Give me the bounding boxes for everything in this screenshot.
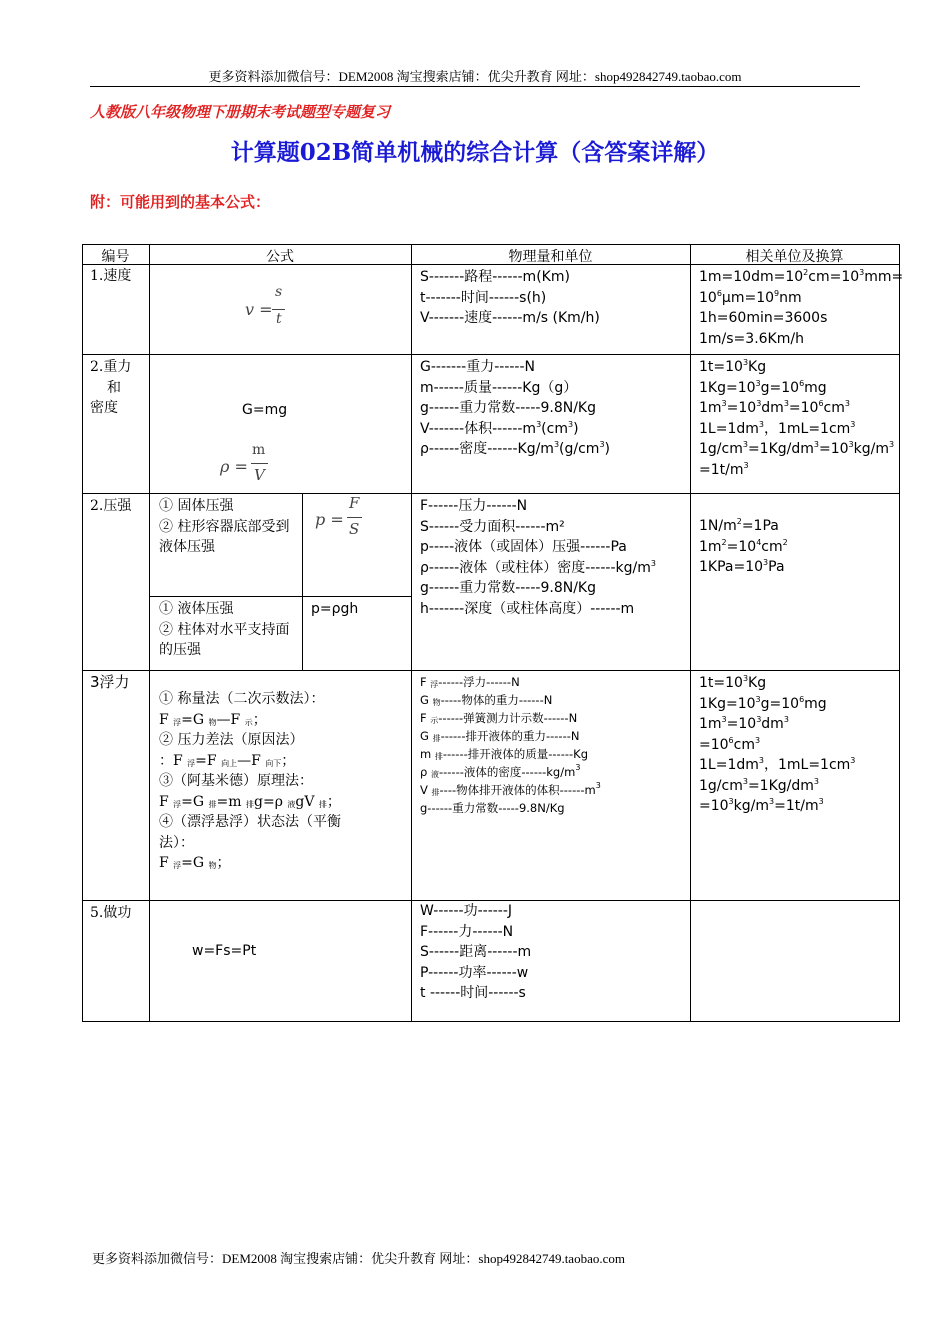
line: g------重力常数-----9.8N/Kg [420,400,596,416]
line: W------功------J [420,903,513,919]
formula-denominator: V [254,466,265,484]
row-label-line: 密度 [90,400,118,416]
line: h-------深度（或柱体高度）------m [420,600,635,617]
line: S------距离------m [420,944,532,960]
line: ③（阿基米德）原理法： [159,773,313,789]
row-label-gravity [90,357,146,419]
line: g------重力常数-----9.8N/Kg [420,580,596,596]
line: G $_物$-----物体的重力------N [420,693,553,707]
line: G $_排$------排开液体的重力------N [420,729,580,743]
buoyancy-units [699,673,899,817]
line: $1t=10^3Kg$ [699,358,767,375]
line: G-------重力------N [420,359,535,375]
formula-denominator: t [276,311,282,327]
line: $1m^3=10^3dm^3$ [699,715,789,732]
line: $1KPa=10^3Pa$ [699,558,785,575]
pressure-case-1 [159,496,299,558]
pressure-formula [315,496,375,542]
liquid-pressure-formula: p=ρgh [311,601,359,617]
pressure-quantities [420,496,660,619]
line: F $_浮$=G $_物$—F $_示$； [159,711,267,728]
line: $=10^3kg/m^3=1t/m^3$ [699,797,824,814]
line: $1N/m^2=1Pa$ [699,517,779,534]
line: F $_浮$------浮力------N [420,675,520,689]
row-divider [82,670,900,671]
gravity-units [699,357,899,480]
formula-lhs: ρ = [220,457,248,476]
line: g------重力常数-----9.8N/Kg [420,801,565,815]
formula-lhs: p = [315,510,344,529]
table-border-right [899,244,900,1022]
line: ρ $_液$------液体的密度$------kg/m^3$ [420,763,581,779]
line: S-------路程------m(Km) [420,269,570,285]
line: F------压力------N [420,498,528,514]
row-label-pressure: 2.压强 [90,498,132,514]
line: V $_排$----物体排开液体的体积$------m^3$ [420,781,601,797]
line: V-------速度------m/s (Km/h) [420,310,600,326]
row-divider [82,493,900,494]
line: F $_浮$=G $_排$=m $_排$g=ρ $_液$gV $_排$； [159,793,341,810]
page-footer: 更多资料添加微信号：DEM2008 淘宝搜索店铺：优尖升教育 网址：shop492842749.taobao.com [92,1251,625,1266]
line: ρ------液体（或柱体）密度$------kg/m^3$ [420,558,656,576]
density-formula [220,444,280,490]
header-quantities: 物理量和单位 [508,249,593,265]
column-divider [302,493,303,670]
subtitle: 人教版八年级物理下册期末考试题型专题复习 [90,103,391,121]
table-border-top [82,244,900,245]
line: 法）： [159,834,194,851]
formula-denominator: S [349,520,360,538]
buoyancy-methods [159,689,399,874]
line: $1t=10^3Kg$ [699,674,767,691]
row-label-work: 5.做功 [90,905,132,921]
line: t-------时间------s(h) [420,289,547,306]
line: F $_浮$=G $_物$； [159,855,231,871]
line: 1h=60min=3600s [699,310,828,326]
column-divider [411,244,412,1022]
pressure-case-2 [159,599,299,661]
line: m------质量------Kg（g） [420,379,578,396]
header-number: 编号 [101,249,130,265]
formula-numerator: s [275,284,283,300]
work-quantities [420,901,688,1004]
line: $1g/cm^3=1Kg/dm^3$ [699,776,819,794]
table-border-bottom [82,1021,900,1022]
line: $1Kg=10^3g=10^6mg$ [699,378,827,396]
line: $10^6\mu m=10^9nm$ [699,288,802,306]
line: m $_排$------排开液体的质量------Kg [420,747,588,761]
formula-table [82,244,904,1022]
line: V-------体积$------m^3(cm^3)$ [420,419,579,437]
speed-formula [245,286,305,338]
row-divider [82,354,900,355]
line: ① 液体压强 [159,601,234,617]
pressure-units [699,516,899,578]
line: ρ------密度$------Kg/m^3(g/cm^3)$ [420,440,610,457]
row-divider [150,596,412,597]
line: ② 压力差法（原因法） [159,732,304,748]
page-title: 计算题02B简单机械的综合计算（含答案详解） [230,139,720,166]
line: $=1t/m^3$ [699,460,749,478]
speed-units [699,267,904,349]
line: ① 称量法（二次示数法）： [159,691,325,707]
work-formula: w=Fs=Pt [192,943,257,959]
row-label-line: 和 [107,379,121,396]
line: $1m^3=10^3dm^3=10^6cm^3$ [699,399,850,416]
line: t ------时间------s [420,985,526,1001]
gravity-formula: G=mg [242,402,288,418]
line: $1L=1dm^3$，$1mL=1cm^3$ [699,419,856,437]
line: ② 柱体对水平支持面的压强 [159,621,290,658]
column-divider [149,244,150,1022]
table-border-left [82,244,83,1022]
line: $1Kg=10^3g=10^6mg$ [699,694,827,712]
header-formula: 公式 [266,249,294,265]
formula-lhs: v = [245,300,273,319]
line: $1g/cm^3=1Kg/dm^3=10^3kg/m^3$ [699,440,895,457]
line: F $_示$------弹簧测力计示数------N [420,711,578,725]
speed-quantities [420,267,688,329]
line: 1m/s=3.6Km/h [699,330,804,347]
line: ④（漂浮悬浮）状态法（平衡 [159,814,341,830]
line: S------受力面积------m² [420,518,565,535]
row-label-buoyancy: 3浮力 [90,673,130,691]
header-units: 相关单位及换算 [745,249,844,265]
line: $1m=10dm=10^2cm=10^3mm=$ [699,268,904,285]
line: $1m^2=10^4cm^2$ [699,537,788,555]
line: ：F $_浮$=F $_{向上}$—F $_{向下}$； [159,752,296,769]
line: ② 柱形容器底部受到液体压强 [159,518,290,555]
line: ① 固体压强 [159,498,234,514]
buoyancy-quantities [420,673,688,817]
formula-numerator: m [252,442,266,458]
line: P------功率------w [420,964,529,981]
gravity-quantities [420,357,688,460]
formulas-note: 附：可能用到的基本公式： [90,193,271,211]
line: $1L=1dm^3$，$1mL=1cm^3$ [699,756,856,773]
line: $=10^6cm^3$ [699,735,761,753]
column-divider [690,244,691,1022]
page-header: 更多资料添加微信号：DEM2008 淘宝搜索店铺：优尖升教育 网址：shop492842749.taobao.com [208,69,742,84]
row-label-line: 2.重力 [90,359,132,375]
line: F------力------N [420,923,514,940]
header-rule [90,86,860,87]
formula-numerator: F [349,494,360,512]
row-label-speed: 1.速度 [90,268,132,284]
line: p-----液体（或固体）压强------Pa [420,539,627,555]
